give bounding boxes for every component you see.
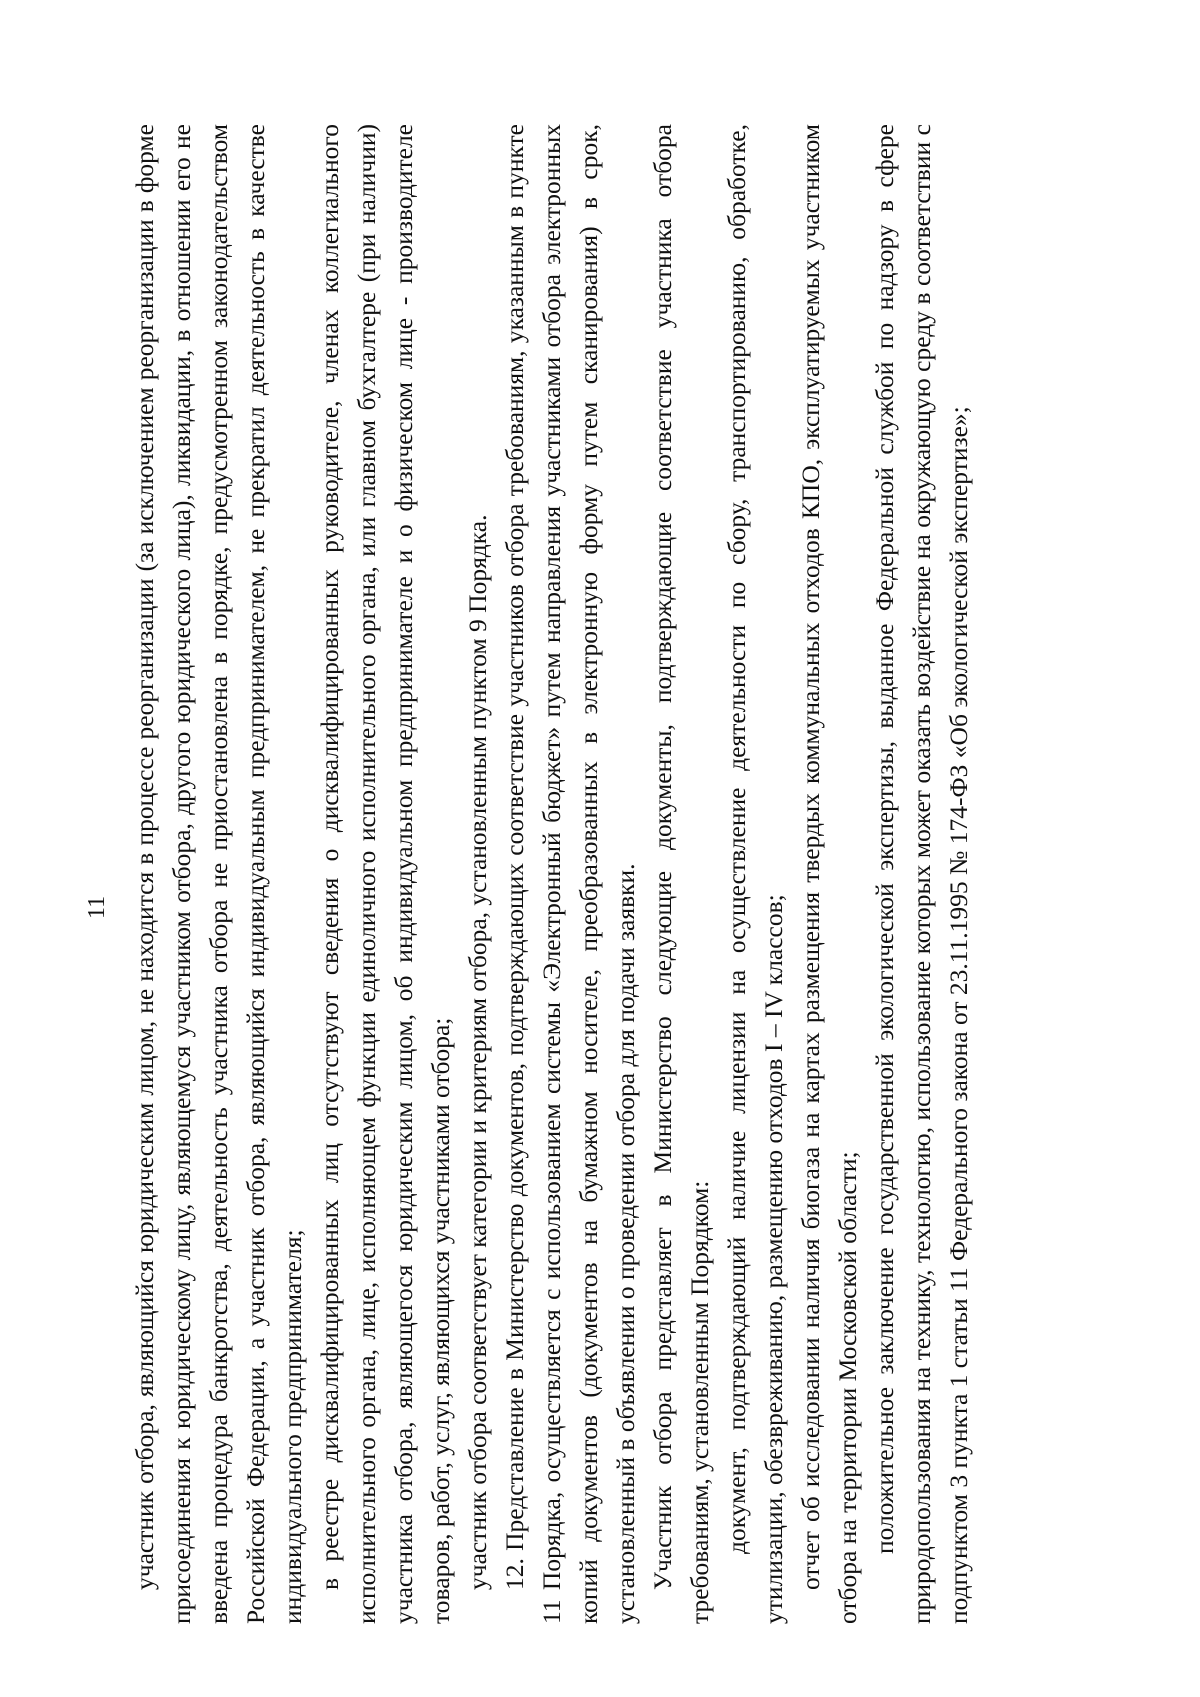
paragraph-reorganization: участник отбора, являющийся юридическим лицом, не находится в процессе реорганизации (за исключением реорганизации в форме присоединения к юридическому лицу, являющемуся участником отбора, другого юридического лица), ликвидации, в отношении его не введена процедура банкротства, деятельность участника отбора не приостановлена в порядке, предусмотренном законодательством Российской Федерации, а участник отбора, являющийся индивидуальным предпринимателем, не прекратил деятельность в качестве индивидуального предпринимателя; — [130, 124, 307, 1624]
rotated-text-block — [84, 124, 1086, 1624]
paragraph-documents-intro: Участник отбора представляет в Министерство следующие документы, подтверждающие соответствие участника отбора требованиям, установленным Порядком: — [648, 124, 714, 1624]
paragraph-ecological-expertise: положительное заключение государственной экологической экспертизы, выданное Федеральной службой по надзору в сфере природопользования на технику, технологию, использование которых может оказать воздействие на окружающую среду в соответствии с подпунктом 3 пункта 1 статьи 11 Федерального закона от 23.11.1995 № 174-ФЗ «Об экологической экспертизе»; — [870, 124, 973, 1624]
paragraph-disqualified-registry: в реестре дисквалифицированных лиц отсутствуют сведения о дисквалифицированных руководителе, членах коллегиального исполнительного органа, лице, исполняющем функции единоличного исполнительного органа, или главном бухгалтере (при наличии) участника отбора, являющегося юридическим лицом, об индивидуальном предпринимателе и о физическом лице - производителе товаров, работ, услуг, являющихся участниками отбора; — [315, 124, 455, 1624]
page-number: 11 — [84, 895, 110, 919]
paragraph-item-12: 12. Представление в Министерство документов, подтверждающих соответствие участников отбора требованиям, указанным в пункте 11 Порядка, осуществляется с использованием системы «Электронный бюджет» путем направления участниками отбора электронных копий документов (документов на бумажном носителе, преобразованных в электронную форму путем сканирования) в срок, установленный в объявлении о проведении отбора для подачи заявки. — [500, 124, 640, 1624]
paragraph-license-document: документ, подтверждающий наличие лицензии на осуществление деятельности по сбору, транспортированию, обработке, утилизации, обезвреживанию, размещению отходов I – IV классов; — [722, 124, 788, 1624]
paragraph-biogas-report: отчет об исследовании наличия биогаза на картах размещения твердых коммунальных отходов КПО, эксплуатируемых участником отбора на территории Московской области; — [796, 124, 862, 1624]
paragraph-category-criteria: участник отбора соответствует категории и критериям отбора, установленным пунктом 9 Порядка. — [463, 514, 492, 1590]
